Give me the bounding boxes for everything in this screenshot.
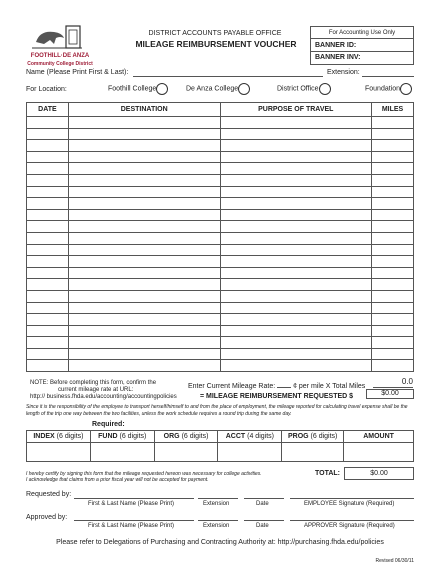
requested-date-line[interactable] bbox=[244, 498, 284, 499]
miles-cell[interactable] bbox=[372, 151, 414, 163]
purpose-cell[interactable] bbox=[220, 174, 372, 186]
miles-cell[interactable] bbox=[372, 244, 414, 256]
travel-row bbox=[27, 290, 414, 302]
destination-cell[interactable] bbox=[68, 256, 220, 268]
rate-suffix: ¢ per mile X Total Miles bbox=[293, 383, 366, 390]
date-cell[interactable] bbox=[27, 209, 69, 221]
destination-cell[interactable] bbox=[68, 348, 220, 360]
date-cell[interactable] bbox=[27, 325, 69, 337]
travel-row bbox=[27, 256, 414, 268]
date-cell[interactable] bbox=[27, 348, 69, 360]
date-cell[interactable] bbox=[27, 140, 69, 152]
date-cell[interactable] bbox=[27, 267, 69, 279]
header-bold: AMOUNT bbox=[363, 433, 394, 440]
travel-row bbox=[27, 360, 414, 372]
miles-cell[interactable] bbox=[372, 290, 414, 302]
purpose-cell[interactable] bbox=[220, 302, 372, 314]
accounting-use-box bbox=[310, 26, 414, 65]
approved-by-label: Approved by: bbox=[26, 514, 68, 521]
foothill-radio[interactable] bbox=[156, 83, 168, 95]
travel-row bbox=[27, 128, 414, 140]
destination-cell[interactable] bbox=[68, 221, 220, 233]
purpose-cell[interactable] bbox=[220, 221, 372, 233]
purpose-cell[interactable] bbox=[220, 360, 372, 372]
employee-signature-line[interactable] bbox=[290, 498, 414, 499]
purpose-cell[interactable] bbox=[220, 140, 372, 152]
district-radio[interactable] bbox=[319, 83, 331, 95]
location-option-district[interactable] bbox=[277, 83, 331, 95]
purpose-cell[interactable] bbox=[220, 314, 372, 326]
miles-cell[interactable] bbox=[372, 337, 414, 349]
purpose-cell[interactable] bbox=[220, 348, 372, 360]
date-cell[interactable] bbox=[27, 360, 69, 372]
destination-cell[interactable] bbox=[68, 267, 220, 279]
location-option-label: De Anza College bbox=[186, 85, 239, 93]
approver-signature-caption: APPROVER Signature (Required) bbox=[304, 523, 395, 529]
destination-cell[interactable] bbox=[68, 198, 220, 210]
travel-row bbox=[27, 117, 414, 129]
logo-line1: FOOTHILL·DE ANZA bbox=[30, 53, 90, 59]
header-bold: PROG bbox=[287, 433, 309, 440]
miles-cell[interactable] bbox=[372, 186, 414, 198]
approved-name-line[interactable] bbox=[74, 520, 194, 521]
foundation-radio[interactable] bbox=[400, 83, 412, 95]
travel-row bbox=[27, 163, 414, 175]
destination-cell[interactable] bbox=[68, 186, 220, 198]
travel-row bbox=[27, 140, 414, 152]
org-cell[interactable] bbox=[154, 443, 218, 462]
header-bold: INDEX bbox=[33, 433, 55, 440]
destination-cell[interactable] bbox=[68, 232, 220, 244]
miles-cell[interactable] bbox=[372, 302, 414, 314]
logo-line2: Community College District bbox=[27, 61, 93, 67]
date-cell[interactable] bbox=[27, 337, 69, 349]
total-miles-value: 0.0 bbox=[401, 377, 413, 386]
banner-inv-label: BANNER INV: bbox=[315, 54, 361, 61]
date-cell[interactable] bbox=[27, 128, 69, 140]
destination-cell[interactable] bbox=[68, 140, 220, 152]
travel-table-header bbox=[27, 103, 414, 117]
miles-cell[interactable] bbox=[372, 140, 414, 152]
total-field[interactable] bbox=[344, 467, 414, 480]
reimbursement-amount-field[interactable] bbox=[366, 389, 414, 399]
office-name: DISTRICT ACCOUNTS PAYABLE OFFICE bbox=[148, 30, 282, 37]
travel-row bbox=[27, 209, 414, 221]
account-table bbox=[26, 430, 414, 462]
fund-cell[interactable] bbox=[90, 443, 154, 462]
rate-label: Enter Current Mileage Rate: bbox=[188, 383, 276, 390]
date-cell[interactable] bbox=[27, 244, 69, 256]
col-purpose: PURPOSE OF TRAVEL bbox=[220, 103, 372, 117]
purpose-cell[interactable] bbox=[220, 325, 372, 337]
miles-cell[interactable] bbox=[372, 267, 414, 279]
purpose-cell[interactable] bbox=[220, 198, 372, 210]
purpose-cell[interactable] bbox=[220, 128, 372, 140]
purpose-cell[interactable] bbox=[220, 209, 372, 221]
travel-row bbox=[27, 337, 414, 349]
banner-id-label: BANNER ID: bbox=[311, 39, 413, 52]
index-cell[interactable] bbox=[27, 443, 91, 462]
prog-cell[interactable] bbox=[282, 443, 344, 462]
rate-field[interactable] bbox=[277, 381, 291, 388]
travel-row bbox=[27, 174, 414, 186]
destination-cell[interactable] bbox=[68, 279, 220, 291]
name-field[interactable] bbox=[133, 76, 323, 77]
approved-print-caption: First & Last Name (Please Print) bbox=[88, 523, 175, 529]
delegations-text: Please refer to Delegations of Purchasing and Contracting Authority at: http://purchasing.fhda.edu/policies bbox=[56, 539, 384, 546]
miles-cell[interactable] bbox=[372, 198, 414, 210]
header-rest: (6 digits) bbox=[54, 433, 84, 440]
amount-cell[interactable] bbox=[344, 443, 414, 462]
revised-date: Revised 06/30/11 bbox=[375, 558, 414, 564]
travel-table-body bbox=[27, 117, 414, 372]
destination-cell[interactable] bbox=[68, 163, 220, 175]
destination-cell[interactable] bbox=[68, 174, 220, 186]
destination-cell[interactable] bbox=[68, 302, 220, 314]
employee-signature-caption: EMPLOYEE Signature (Required) bbox=[304, 501, 395, 507]
date-cell[interactable] bbox=[27, 256, 69, 268]
approved-date-caption: Date bbox=[256, 523, 269, 529]
required-label: Required: bbox=[92, 421, 125, 428]
date-cell[interactable] bbox=[27, 151, 69, 163]
total-label: TOTAL: bbox=[315, 470, 341, 477]
location-option-foundation[interactable] bbox=[365, 83, 412, 95]
destination-cell[interactable] bbox=[68, 151, 220, 163]
reimbursement-amount-value: $0.00 bbox=[381, 390, 399, 397]
travel-table bbox=[26, 102, 414, 372]
destination-cell[interactable] bbox=[68, 117, 220, 129]
destination-cell[interactable] bbox=[68, 209, 220, 221]
header-bold: ACCT bbox=[225, 433, 246, 440]
col-prog bbox=[282, 431, 344, 443]
miles-cell[interactable] bbox=[372, 221, 414, 233]
destination-cell[interactable] bbox=[68, 337, 220, 349]
purpose-cell[interactable] bbox=[220, 290, 372, 302]
travel-row bbox=[27, 198, 414, 210]
col-acct bbox=[218, 431, 282, 443]
date-cell[interactable] bbox=[27, 198, 69, 210]
note-line1: NOTE: Before completing this form, confirm the bbox=[30, 380, 157, 386]
purpose-cell[interactable] bbox=[220, 151, 372, 163]
location-option-deanza[interactable] bbox=[186, 83, 250, 95]
miles-cell[interactable] bbox=[372, 117, 414, 129]
account-table-header bbox=[27, 431, 414, 443]
purpose-cell[interactable] bbox=[220, 279, 372, 291]
col-destination: DESTINATION bbox=[68, 103, 220, 117]
miles-cell[interactable] bbox=[372, 360, 414, 372]
travel-row bbox=[27, 186, 414, 198]
travel-row bbox=[27, 267, 414, 279]
date-cell[interactable] bbox=[27, 186, 69, 198]
purpose-cell[interactable] bbox=[220, 232, 372, 244]
date-cell[interactable] bbox=[27, 174, 69, 186]
location-label: For Location: bbox=[26, 86, 67, 93]
location-option-foothill[interactable] bbox=[108, 83, 168, 95]
col-fund bbox=[90, 431, 154, 443]
location-option-label: Foundation bbox=[365, 85, 401, 93]
destination-cell[interactable] bbox=[68, 290, 220, 302]
miles-cell[interactable] bbox=[372, 279, 414, 291]
date-cell[interactable] bbox=[27, 290, 69, 302]
accounting-box-title: For Accounting Use Only bbox=[311, 27, 413, 39]
note-url[interactable]: http:// business.fhda.edu/accounting/accountingpolicies bbox=[30, 394, 177, 400]
travel-row bbox=[27, 348, 414, 360]
miles-cell[interactable] bbox=[372, 314, 414, 326]
date-cell[interactable] bbox=[27, 117, 69, 129]
header-rest: (6 digits) bbox=[179, 433, 209, 440]
name-label: Name (Please Print First & Last): bbox=[26, 69, 129, 76]
header-rest: (4 digits) bbox=[245, 433, 274, 440]
col-date: DATE bbox=[27, 103, 69, 117]
district-seal-icon bbox=[30, 22, 86, 52]
date-cell[interactable] bbox=[27, 279, 69, 291]
header-bold: FUND bbox=[98, 433, 118, 440]
miles-cell[interactable] bbox=[372, 348, 414, 360]
date-cell[interactable] bbox=[27, 232, 69, 244]
travel-row bbox=[27, 232, 414, 244]
policy-text: Since it is the responsibility of the employee to transport herself/himself to and from the place of employment, the mileage reported for calculating travel expense shall be the length of the trip one way between the two facilities, unless the work schedule requires a round trip during the same day. bbox=[26, 404, 408, 417]
miles-cell[interactable] bbox=[372, 256, 414, 268]
purpose-cell[interactable] bbox=[220, 117, 372, 129]
travel-row bbox=[27, 314, 414, 326]
col-amount bbox=[344, 431, 414, 443]
date-cell[interactable] bbox=[27, 314, 69, 326]
travel-row bbox=[27, 151, 414, 163]
approved-ext-line[interactable] bbox=[198, 520, 238, 521]
requested-date-caption: Date bbox=[256, 501, 269, 507]
date-cell[interactable] bbox=[27, 302, 69, 314]
total-miles-field[interactable] bbox=[373, 377, 413, 388]
date-cell[interactable] bbox=[27, 221, 69, 233]
destination-cell[interactable] bbox=[68, 128, 220, 140]
note-line2: current mileage rate at URL: bbox=[58, 387, 134, 393]
deanza-radio[interactable] bbox=[238, 83, 250, 95]
rate-line bbox=[188, 381, 365, 390]
miles-cell[interactable] bbox=[372, 325, 414, 337]
certify-line1: I hereby certify by signing this form that the mileage requested hereon was necessary for college activities. bbox=[26, 471, 262, 477]
approved-ext-caption: Extension bbox=[203, 523, 230, 529]
purpose-cell[interactable] bbox=[220, 267, 372, 279]
travel-row bbox=[27, 244, 414, 256]
miles-cell[interactable] bbox=[372, 174, 414, 186]
purpose-cell[interactable] bbox=[220, 256, 372, 268]
header-rest: (6 digits) bbox=[117, 433, 147, 440]
destination-cell[interactable] bbox=[68, 360, 220, 372]
travel-row bbox=[27, 325, 414, 337]
page-title: MILEAGE REIMBURSEMENT VOUCHER bbox=[135, 39, 297, 49]
account-row bbox=[27, 443, 414, 462]
col-miles: MILES bbox=[372, 103, 414, 117]
reimbursement-requested-label: = MILEAGE REIMBURSEMENT REQUESTED $ bbox=[200, 393, 354, 400]
requested-print-caption: First & Last Name (Please Print) bbox=[88, 501, 175, 507]
extension-field[interactable] bbox=[362, 76, 414, 77]
requested-ext-line[interactable] bbox=[198, 498, 238, 499]
date-cell[interactable] bbox=[27, 163, 69, 175]
approved-date-line[interactable] bbox=[244, 520, 284, 521]
miles-cell[interactable] bbox=[372, 232, 414, 244]
purpose-cell[interactable] bbox=[220, 186, 372, 198]
col-index bbox=[27, 431, 91, 443]
purpose-cell[interactable] bbox=[220, 244, 372, 256]
location-option-label: Foothill College bbox=[108, 85, 157, 93]
destination-cell[interactable] bbox=[68, 325, 220, 337]
purpose-cell[interactable] bbox=[220, 163, 372, 175]
miles-cell[interactable] bbox=[372, 128, 414, 140]
miles-cell[interactable] bbox=[372, 209, 414, 221]
col-org bbox=[154, 431, 218, 443]
travel-row bbox=[27, 302, 414, 314]
district-logo bbox=[22, 22, 98, 70]
header-rest: (6 digits) bbox=[308, 433, 338, 440]
destination-cell[interactable] bbox=[68, 314, 220, 326]
travel-row bbox=[27, 221, 414, 233]
total-value: $0.00 bbox=[370, 470, 388, 477]
requested-by-label: Requested by: bbox=[26, 491, 72, 498]
location-option-label: District Office bbox=[277, 85, 319, 93]
approver-signature-line[interactable] bbox=[290, 520, 414, 521]
extension-label: Extension: bbox=[327, 69, 360, 76]
destination-cell[interactable] bbox=[68, 244, 220, 256]
requested-name-line[interactable] bbox=[74, 498, 194, 499]
acct-cell[interactable] bbox=[218, 443, 282, 462]
purpose-cell[interactable] bbox=[220, 337, 372, 349]
header-bold: ORG bbox=[163, 433, 180, 440]
travel-row bbox=[27, 279, 414, 291]
miles-cell[interactable] bbox=[372, 163, 414, 175]
certify-line2: I acknowledge that claims from a prior fiscal year will not be accepted for payment. bbox=[26, 477, 209, 483]
requested-ext-caption: Extension bbox=[203, 501, 230, 507]
